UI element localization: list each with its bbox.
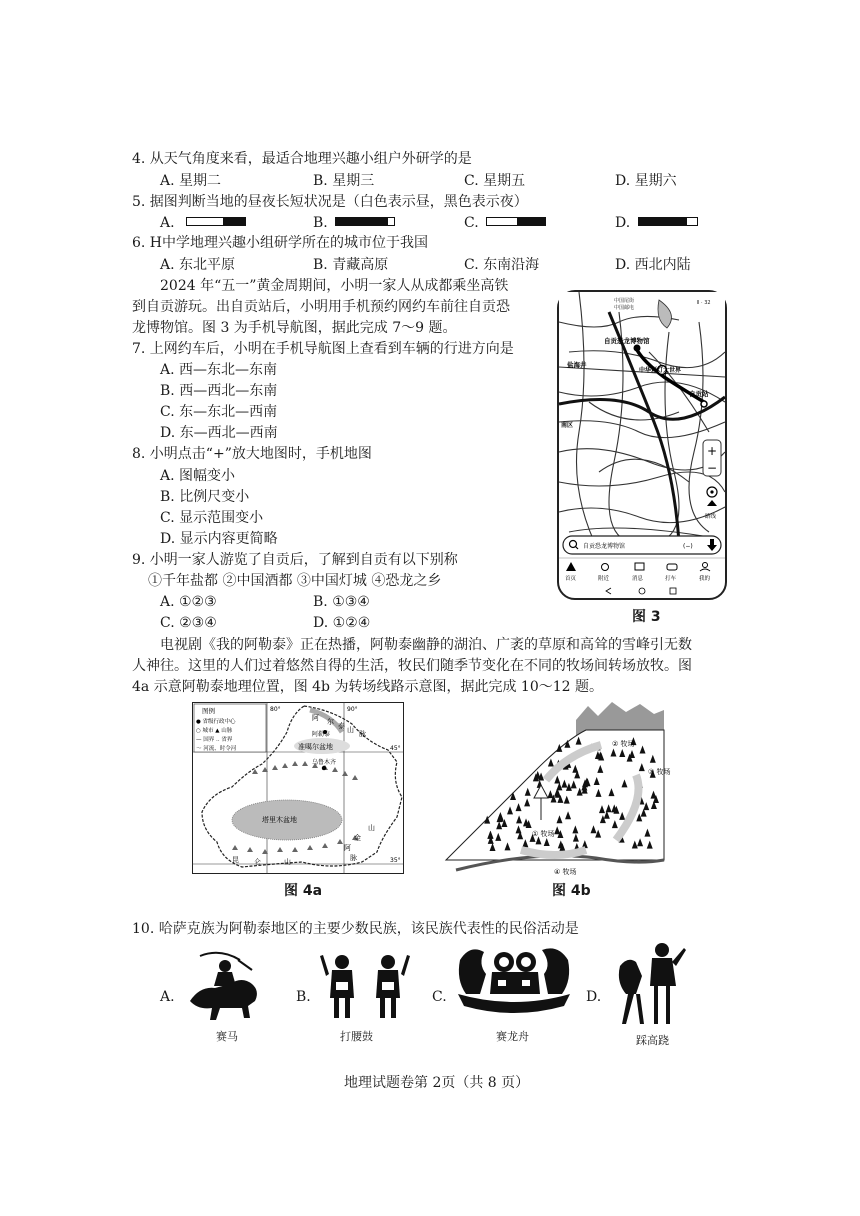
altai-char-3: 泰 bbox=[338, 722, 345, 730]
q5-option-b: B. bbox=[313, 215, 328, 231]
waist-drum-papercut bbox=[318, 946, 414, 1026]
q10-caption-a: 赛马 bbox=[216, 1030, 238, 1043]
altai-char-5: 脉 bbox=[359, 730, 366, 738]
figure-4a-label: 图 4a bbox=[284, 883, 323, 899]
page-footer: 地理试题卷第 2页（共 8 页） bbox=[344, 1075, 530, 1091]
map-label-station: 自贡站 bbox=[689, 390, 709, 398]
q7-option-a: A. 西—东北—东南 bbox=[160, 362, 278, 378]
q5-day-night-bar-c bbox=[486, 217, 546, 226]
altun-char-mai: 脉 bbox=[350, 854, 357, 862]
q7-option-d: D. 东—西北—西南 bbox=[160, 425, 278, 441]
q10-option-a: A. bbox=[160, 989, 175, 1005]
q10-option-b: B. bbox=[296, 989, 311, 1005]
pasture-3-label: ③ 牧场 bbox=[648, 768, 671, 776]
route-label: 路线 bbox=[705, 514, 717, 520]
q8-option-d: D. 显示内容更简略 bbox=[160, 531, 278, 547]
legend-item-2: ○ 城市 ▲ 山脉 bbox=[196, 728, 233, 734]
legend-item-1: ● 省级行政中心 bbox=[196, 719, 236, 725]
urumqi-label: 乌鲁木齐 bbox=[312, 759, 337, 766]
map-label-museum: 自贡恐龙博物馆 bbox=[604, 337, 650, 345]
figure-4a-map bbox=[192, 702, 404, 874]
system-recent-icon[interactable] bbox=[670, 588, 676, 594]
map-label-top1: 中国尾街 bbox=[614, 298, 635, 304]
figure-3-label: 图 3 bbox=[632, 609, 661, 625]
q4-option-d: D. 星期六 bbox=[615, 173, 677, 189]
pasture-2-label: ② 牧场 bbox=[612, 740, 635, 748]
q7-option-c: C. 东—东北—西南 bbox=[160, 404, 278, 420]
q6-option-c: C. 东南沿海 bbox=[464, 257, 540, 273]
q6-option-d: D. 西北内陆 bbox=[615, 257, 691, 273]
q6-option-b: B. 青藏高原 bbox=[313, 257, 389, 273]
question-9-stem: 9. 小明一家人游览了自贡后，了解到自贡有以下别称 bbox=[132, 552, 458, 568]
question-10-stem: 10. 哈萨克族为阿勒泰地区的主要少数民族，该民族代表性的民俗活动是 bbox=[132, 921, 579, 937]
pasture-1-label: ① 牧场 bbox=[532, 830, 555, 838]
lon-90-label: 90° bbox=[347, 706, 358, 713]
q5-day-night-bar-d bbox=[638, 217, 698, 226]
nav-nearby-icon[interactable] bbox=[602, 564, 609, 571]
q10-caption-b: 打腰鼓 bbox=[340, 1030, 373, 1043]
q4-option-c: C. 星期五 bbox=[464, 173, 526, 189]
nav-taxi-icon[interactable] bbox=[667, 564, 677, 570]
question-5-stem: 5. 据图判断当地的昼夜长短状况是（白色表示昼，黑色表示夜） bbox=[132, 194, 528, 210]
question-6-stem: 6. H中学地理兴趣小组研学所在的城市位于我国 bbox=[132, 235, 429, 251]
lon-80-label: 80° bbox=[270, 706, 281, 713]
aletai-label: 阿勒泰 bbox=[312, 731, 331, 738]
junggar-label: 准噶尔盆地 bbox=[298, 743, 333, 751]
q10-caption-c: 赛龙舟 bbox=[496, 1030, 529, 1043]
map-label-scale: Ⅱ · 32 bbox=[697, 300, 711, 306]
question-4-stem: 4. 从天气角度来看，最适合地理兴趣小组户外研学的是 bbox=[132, 151, 472, 167]
q8-option-c: C. 显示范围变小 bbox=[160, 510, 264, 526]
q5-day-night-bar-b bbox=[335, 217, 395, 226]
kunlun-char-2: 仑 bbox=[254, 858, 261, 866]
zoom-in-button[interactable]: + bbox=[707, 444, 718, 458]
lat-45-label: 45° bbox=[390, 745, 401, 752]
q9-items: ①千年盐都 ②中国酒都 ③中国灯城 ④恐龙之乡 bbox=[148, 573, 442, 589]
intro-2-line-2: 人神往。这里的人们过着悠然自得的生活，牧民们随季节变化在不同的牧场间转场放牧。图 bbox=[132, 658, 692, 674]
q9-option-a: A. ①②③ bbox=[160, 594, 217, 610]
altai-char-1: 阿 bbox=[312, 714, 319, 722]
search-text: 自贡恐龙博物馆 bbox=[583, 543, 626, 550]
altai-char-4: 山 bbox=[347, 726, 354, 734]
zoom-out-button[interactable]: − bbox=[707, 461, 718, 475]
question-8-stem: 8. 小明点击“+”放大地图时，手机地图 bbox=[132, 446, 372, 462]
q8-option-b: B. 比例尺变小 bbox=[160, 489, 250, 505]
q9-option-c: C. ②③④ bbox=[160, 615, 217, 631]
nav-message-label: 消息 bbox=[632, 576, 644, 582]
altun-char-jin: 金 bbox=[354, 834, 361, 842]
q4-option-b: B. 星期三 bbox=[313, 173, 375, 189]
intro-1-line-1: 2024 年“五一”黄金周期间，小明一家人从成都乘坐高铁 bbox=[160, 278, 509, 294]
q10-option-c: C. bbox=[432, 989, 447, 1005]
lat-35-label: 35° bbox=[390, 857, 401, 864]
route-icon[interactable] bbox=[707, 500, 717, 506]
intro-1-line-2: 到自贡游玩。出自贡站后，小明用手机预约网约车前往自贡恐 bbox=[132, 299, 510, 315]
figure-4b-diagram bbox=[436, 700, 671, 876]
horse-racing-papercut bbox=[180, 946, 270, 1026]
pasture-4-label: ④ 牧场 bbox=[554, 868, 577, 876]
search-extra: (−) bbox=[683, 543, 693, 550]
map-label-lantern: 中华彩灯大世界 bbox=[639, 367, 682, 374]
q9-option-b: B. ①③④ bbox=[313, 594, 370, 610]
nav-home-icon[interactable] bbox=[566, 562, 576, 571]
q5-day-night-bar-a bbox=[186, 217, 246, 226]
system-home-icon[interactable] bbox=[639, 588, 645, 594]
nav-profile-icon[interactable] bbox=[703, 563, 708, 568]
q4-option-a: A. 星期二 bbox=[160, 173, 222, 189]
intro-1-line-3: 龙博物馆。图 3 为手机导航图，据此完成 7～9 题。 bbox=[132, 320, 457, 336]
question-7-stem: 7. 上网约车后，小明在手机导航图上查看到车辆的行进方向是 bbox=[132, 341, 514, 357]
dragon-boat-papercut bbox=[454, 940, 574, 1026]
legend-item-4: ～ 河流、时令河 bbox=[196, 746, 237, 752]
altai-char-2: 尔 bbox=[327, 718, 334, 726]
q10-caption-d: 踩高跷 bbox=[636, 1034, 669, 1047]
q5-option-c: C. bbox=[464, 215, 479, 231]
q10-option-d: D. bbox=[586, 989, 602, 1005]
stilt-walking-papercut bbox=[606, 936, 686, 1028]
tarim-label: 塔里木盆地 bbox=[262, 816, 297, 824]
map-label-salt: 盐海井 bbox=[567, 361, 587, 369]
figure-4b-label: 图 4b bbox=[552, 883, 591, 899]
map-label-top2: 中国邮电 bbox=[614, 305, 635, 311]
kunlun-char-1: 昆 bbox=[232, 856, 239, 864]
map-label-south: 南区 bbox=[561, 422, 574, 429]
altun-char-a: 阿 bbox=[344, 844, 351, 852]
q8-option-a: A. 图幅变小 bbox=[160, 468, 236, 484]
phone-map-svg bbox=[559, 292, 725, 598]
system-back-icon[interactable] bbox=[606, 588, 611, 594]
q5-option-a: A. bbox=[160, 215, 175, 231]
legend-item-3: — 国界 ‥ 省界 bbox=[196, 737, 233, 743]
q5-option-d: D. bbox=[615, 215, 631, 231]
q7-option-b: B. 西—西北—东南 bbox=[160, 383, 278, 399]
nav-home-label: 首页 bbox=[565, 576, 577, 582]
nav-nearby-label: 附近 bbox=[598, 576, 610, 582]
intro-2-line-1: 电视剧《我的阿勒泰》正在热播，阿勒泰幽静的湖泊、广袤的草原和高耸的雪峰引无数 bbox=[160, 637, 692, 653]
nav-taxi-label: 打车 bbox=[665, 576, 677, 582]
intro-2-line-3: 4a 示意阿勒泰地理位置，图 4b 为转场线路示意图，据此完成 10～12 题。 bbox=[132, 679, 604, 695]
legend-title: 图例 bbox=[202, 707, 215, 715]
figure-3-phone bbox=[557, 290, 727, 600]
altun-char-shan: 山 bbox=[368, 824, 375, 832]
nav-profile-label: 我的 bbox=[699, 576, 711, 582]
q9-option-d: D. ①②④ bbox=[313, 615, 371, 631]
kunlun-char-3: 山 bbox=[284, 858, 291, 866]
q6-option-a: A. 东北平原 bbox=[160, 257, 236, 273]
nav-message-icon[interactable] bbox=[635, 563, 644, 570]
